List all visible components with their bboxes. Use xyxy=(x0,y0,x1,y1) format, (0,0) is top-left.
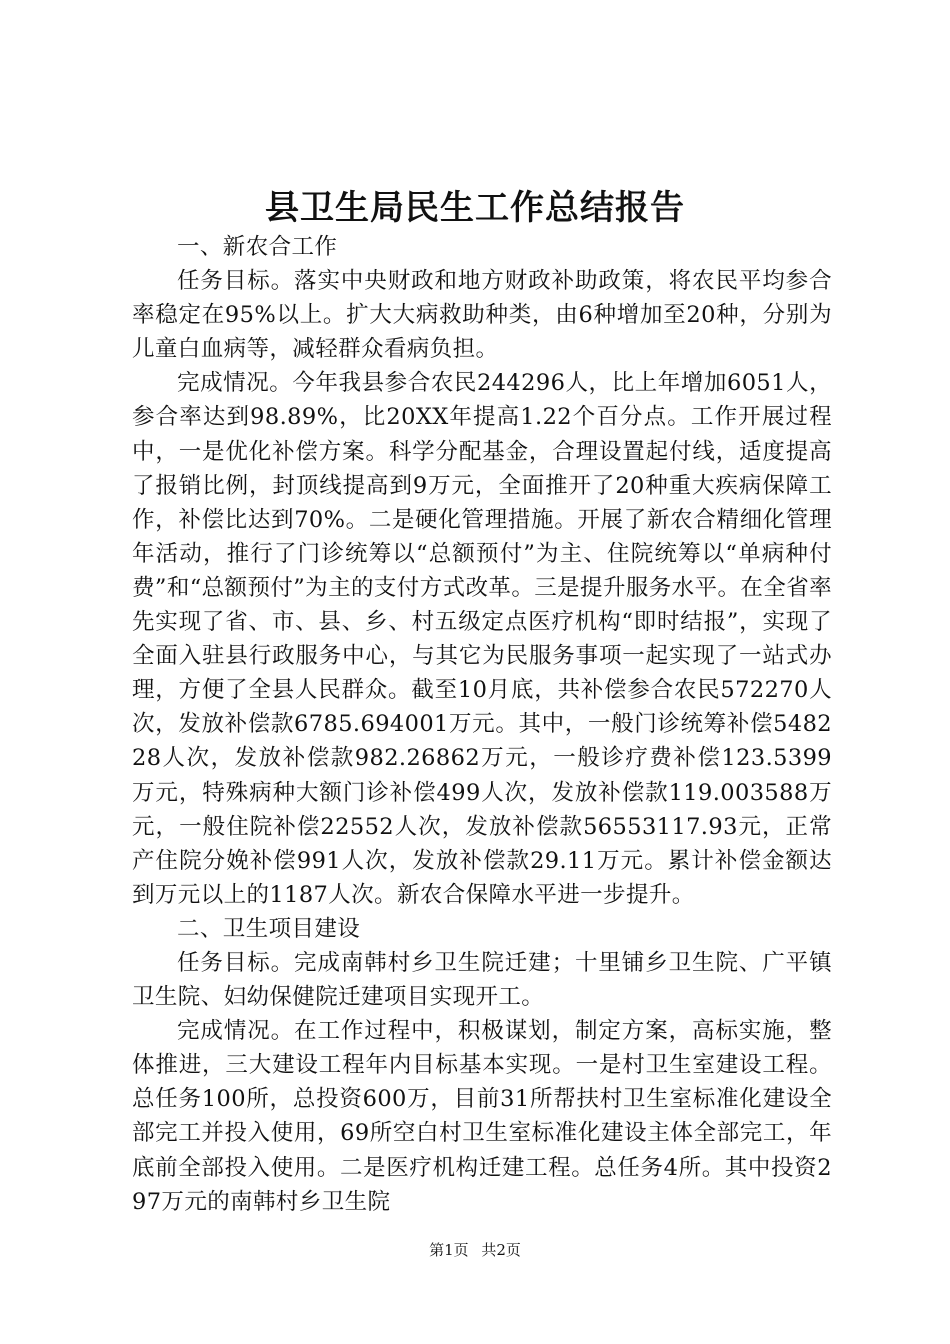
paragraph-task-goal-1: 任务目标。落实中央财政和地方财政补助政策，将农民平均参合率稳定在95%以上。扩大大病救助种类，由6种增加至20种，分别为儿童白血病等，减轻群众看病负担。 xyxy=(132,268,832,363)
page-number-total: 共2页 xyxy=(481,1241,521,1259)
paragraph-completion-2: 完成情况。在工作过程中，积极谋划，制定方案，高标实施，整体推进，三大建设工程年内目标基本实现。一是村卫生室建设工程。总任务100所，总投资600万，目前31所帮扶村卫生室标准化建设全部完工并投入使用，69所空白村卫生室标准化建设主体全部完工，年底前全部投入使用。二是医疗机构迁建工程。总任务4所。其中投资297万元的南韩村乡卫生院 xyxy=(132,1018,832,1215)
paragraph-task-goal-2: 任务目标。完成南韩村乡卫生院迁建；十里铺乡卫生院、广平镇卫生院、妇幼保健院迁建项目实现开工。 xyxy=(132,949,832,1011)
page-number-current: 第1页 xyxy=(429,1241,469,1259)
section-heading-2: 二、卫生项目建设 xyxy=(177,915,361,942)
document-title: 县卫生局民生工作总结报告 xyxy=(265,188,685,228)
document-body xyxy=(132,230,832,1219)
section-heading-1: 一、新农合工作 xyxy=(177,234,338,260)
page-footer xyxy=(0,1240,950,1260)
paragraph-completion-1: 完成情况。今年我县参合农民244296人，比上年增加6051人，参合率达到98.89%，比20XX年提高1.22个百分点。工作开展过程中，一是优化补偿方案。科学分配基金，合理设置起付线，适度提高了报销比例，封顶线提高到9万元，全面推开了20种重大疾病保障工作，补偿比达到70%。二是硬化管理措施。开展了新农合精细化管理年活动，推行了门诊统筹以“总额预付”为主、住院统筹以“单病种付费”和“总额预付”为主的支付方式改革。三是提升服务水平。在全省率先实现了省、市、县、乡、村五级定点医疗机构“即时结报”，实现了全面入驻县行政服务中心，与其它为民服务事项一起实现了一站式办理，方便了全县人民群众。截至10月底，共补偿参合农民572270人次，发放补偿款6785.694001万元。其中，一般门诊统筹补偿548228人次，发放补偿款982.26862万元，一般诊疗费补偿123.5399万元，特殊病种大额门诊补偿499人次，发放补偿款119.003588万元，一般住院补偿22552人次，发放补偿款56553117.93元，正常产住院分娩补偿991人次，发放补偿款29.11万元。累计补偿金额达到万元以上的1187人次。新农合保障水平进一步提升。 xyxy=(132,370,832,908)
